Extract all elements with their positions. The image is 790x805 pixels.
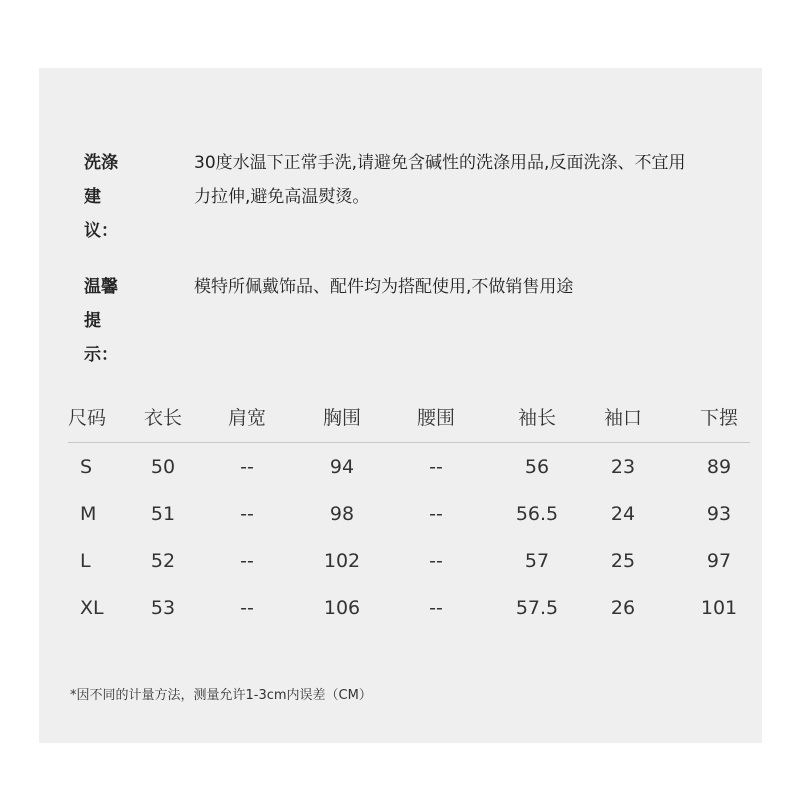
wash-advice-line: 力拉伸,避免高温熨烫。 bbox=[194, 187, 370, 207]
wash-advice-line: 30度水温下正常手洗,请避免含碱性的洗涤用品,反面洗涤、不宜用 bbox=[194, 153, 686, 173]
table-cell: 50 bbox=[150, 456, 176, 478]
table-cell: 106 bbox=[323, 597, 361, 619]
table-cell: L bbox=[80, 550, 91, 572]
table-cell: 56 bbox=[524, 456, 550, 478]
table-cell: -- bbox=[429, 456, 443, 478]
header-sleeve-length: 袖长 bbox=[517, 407, 556, 429]
table-cell: 93 bbox=[706, 503, 732, 525]
warm-tip-text: 模特所佩戴饰品、配件均为搭配使用,不做销售用途 bbox=[194, 277, 574, 297]
table-cell: -- bbox=[240, 597, 254, 619]
table-cell: -- bbox=[240, 456, 254, 478]
table-cell: 94 bbox=[329, 456, 355, 478]
table-cell: -- bbox=[240, 503, 254, 525]
header-hem: 下摆 bbox=[699, 407, 738, 429]
header-size: 尺码 bbox=[68, 407, 107, 429]
table-cell: 101 bbox=[700, 597, 738, 619]
table-cell: 57 bbox=[524, 550, 550, 572]
size-table bbox=[68, 400, 750, 631]
size-table-header bbox=[68, 400, 750, 443]
table-cell: 89 bbox=[706, 456, 732, 478]
table-row bbox=[68, 443, 750, 490]
table-cell: 102 bbox=[323, 550, 361, 572]
header-waist: 腰围 bbox=[416, 407, 455, 429]
table-cell: -- bbox=[429, 550, 443, 572]
table-cell: XL bbox=[80, 597, 104, 619]
table-cell: 26 bbox=[610, 597, 636, 619]
table-cell: -- bbox=[429, 503, 443, 525]
table-row bbox=[68, 490, 750, 537]
table-cell: M bbox=[80, 503, 97, 525]
table-row bbox=[68, 537, 750, 584]
table-cell: 51 bbox=[150, 503, 176, 525]
table-cell: 56.5 bbox=[515, 503, 559, 525]
header-shoulder: 肩宽 bbox=[227, 407, 266, 429]
measurement-footnote: *因不同的计量方法，测量允许1-3cm内误差（CM） bbox=[70, 688, 372, 703]
table-row bbox=[68, 584, 750, 631]
table-cell: 23 bbox=[610, 456, 636, 478]
table-cell: 53 bbox=[150, 597, 176, 619]
table-cell: 52 bbox=[150, 550, 176, 572]
header-length: 衣长 bbox=[143, 407, 182, 429]
table-cell: 57.5 bbox=[515, 597, 559, 619]
table-cell: 98 bbox=[329, 503, 355, 525]
table-cell: -- bbox=[429, 597, 443, 619]
table-cell: 24 bbox=[610, 503, 636, 525]
table-cell: -- bbox=[240, 550, 254, 572]
table-cell: 97 bbox=[706, 550, 732, 572]
table-cell: 25 bbox=[610, 550, 636, 572]
wash-advice-label: 洗涤建议： bbox=[84, 153, 118, 241]
header-cuff: 袖口 bbox=[603, 407, 642, 429]
header-chest: 胸围 bbox=[322, 407, 361, 429]
wash-advice-text bbox=[194, 146, 724, 214]
table-cell: S bbox=[80, 456, 93, 478]
warm-tip-label: 温馨提示： bbox=[84, 277, 118, 365]
